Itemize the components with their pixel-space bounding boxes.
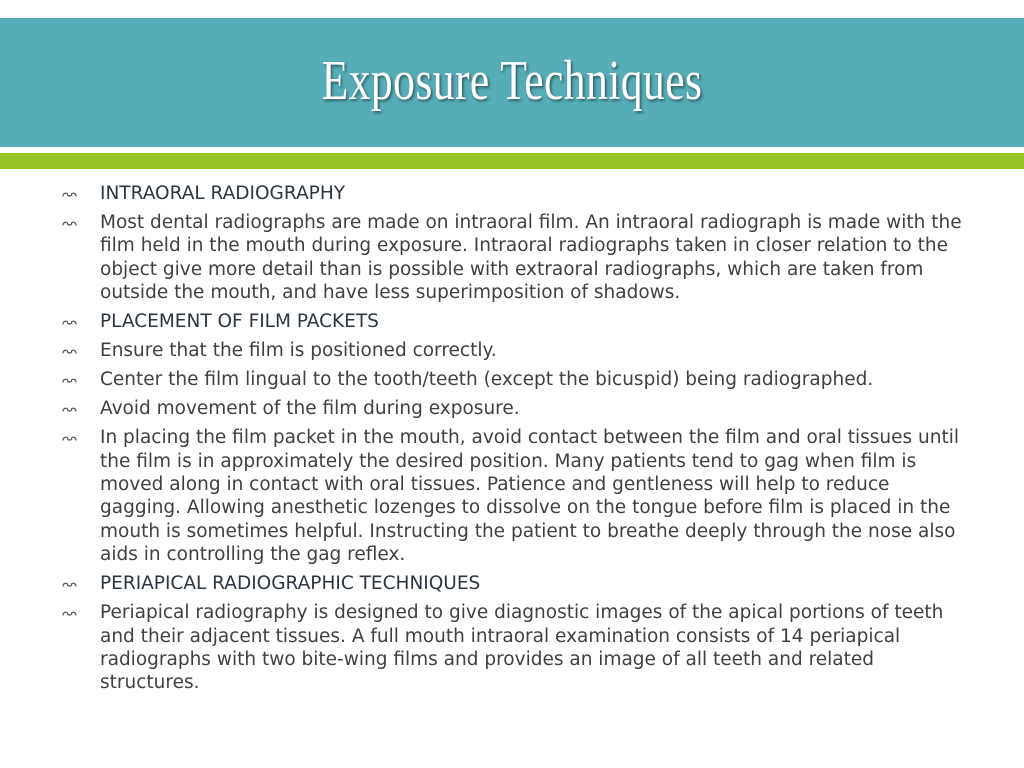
curl-swirl-icon	[62, 348, 77, 355]
curl-swirl-icon	[62, 581, 77, 588]
bullet-text: In placing the film packet in the mouth, avoid contact between the film and oral tissues until the film is in approximately the desired position. Many patients tend to gag when film is moved along in contact with oral tissues. Patience and gentleness will help to reduce gagging. Allowing anesthetic lozenges to dissolve on the tongue before film is placed in the mouth is sometimes helpful. Instructing the patient to breathe deeply through the nose also aids in controlling the gag reflex.	[100, 427, 960, 566]
bullet-text: PLACEMENT OF FILM PACKETS	[100, 311, 379, 333]
bullet-text: Center the film lingual to the tooth/teeth (except the bicuspid) being radiographed.	[100, 369, 874, 391]
bullet-text: Ensure that the film is positioned correctly.	[100, 340, 497, 362]
bullet-item-periapical-body	[60, 601, 970, 695]
slide-title: Exposure Techniques	[321, 49, 703, 112]
bullet-item-intraoral-body	[60, 211, 970, 305]
bullet-item-periapical-heading	[60, 572, 970, 595]
bullet-item-ensure-position	[60, 339, 970, 362]
curl-swirl-icon	[62, 220, 77, 227]
bullet-text: Periapical radiography is designed to give diagnostic images of the apical portions of teeth and their adjacent tissues. A full mouth intraoral examination consists of 14 periapical radiographs with two bite-wing films and provides an image of all teeth and related structures.	[100, 602, 944, 694]
curl-swirl-icon	[62, 610, 77, 617]
bullet-item-avoid-movement	[60, 397, 970, 420]
curl-swirl-icon	[62, 319, 77, 326]
curl-swirl-icon	[62, 191, 77, 198]
accent-bar	[0, 153, 1024, 169]
bullet-text: PERIAPICAL RADIOGRAPHIC TECHNIQUES	[100, 573, 481, 595]
bullet-text: INTRAORAL RADIOGRAPHY	[100, 183, 346, 204]
bullet-item-center-film	[60, 368, 970, 391]
bullet-text: Avoid movement of the film during exposure.	[100, 398, 520, 420]
curl-swirl-icon	[62, 406, 77, 413]
bullet-list	[60, 182, 970, 700]
bullet-item-placement-heading	[60, 310, 970, 333]
curl-swirl-icon	[62, 377, 77, 384]
curl-swirl-icon	[62, 435, 77, 442]
bullet-text: Most dental radiographs are made on intraoral film. An intraoral radiograph is made with the film held in the mouth during exposure. Intraoral radiographs taken in closer relation to the object give more detail than is possible with extraoral radiographs, which are taken from outside the mouth, and have less superimposition of shadows.	[100, 212, 962, 304]
bullet-item-placing-packet	[60, 426, 970, 566]
bullet-item-intraoral-heading	[60, 182, 970, 205]
title-band	[0, 18, 1024, 147]
